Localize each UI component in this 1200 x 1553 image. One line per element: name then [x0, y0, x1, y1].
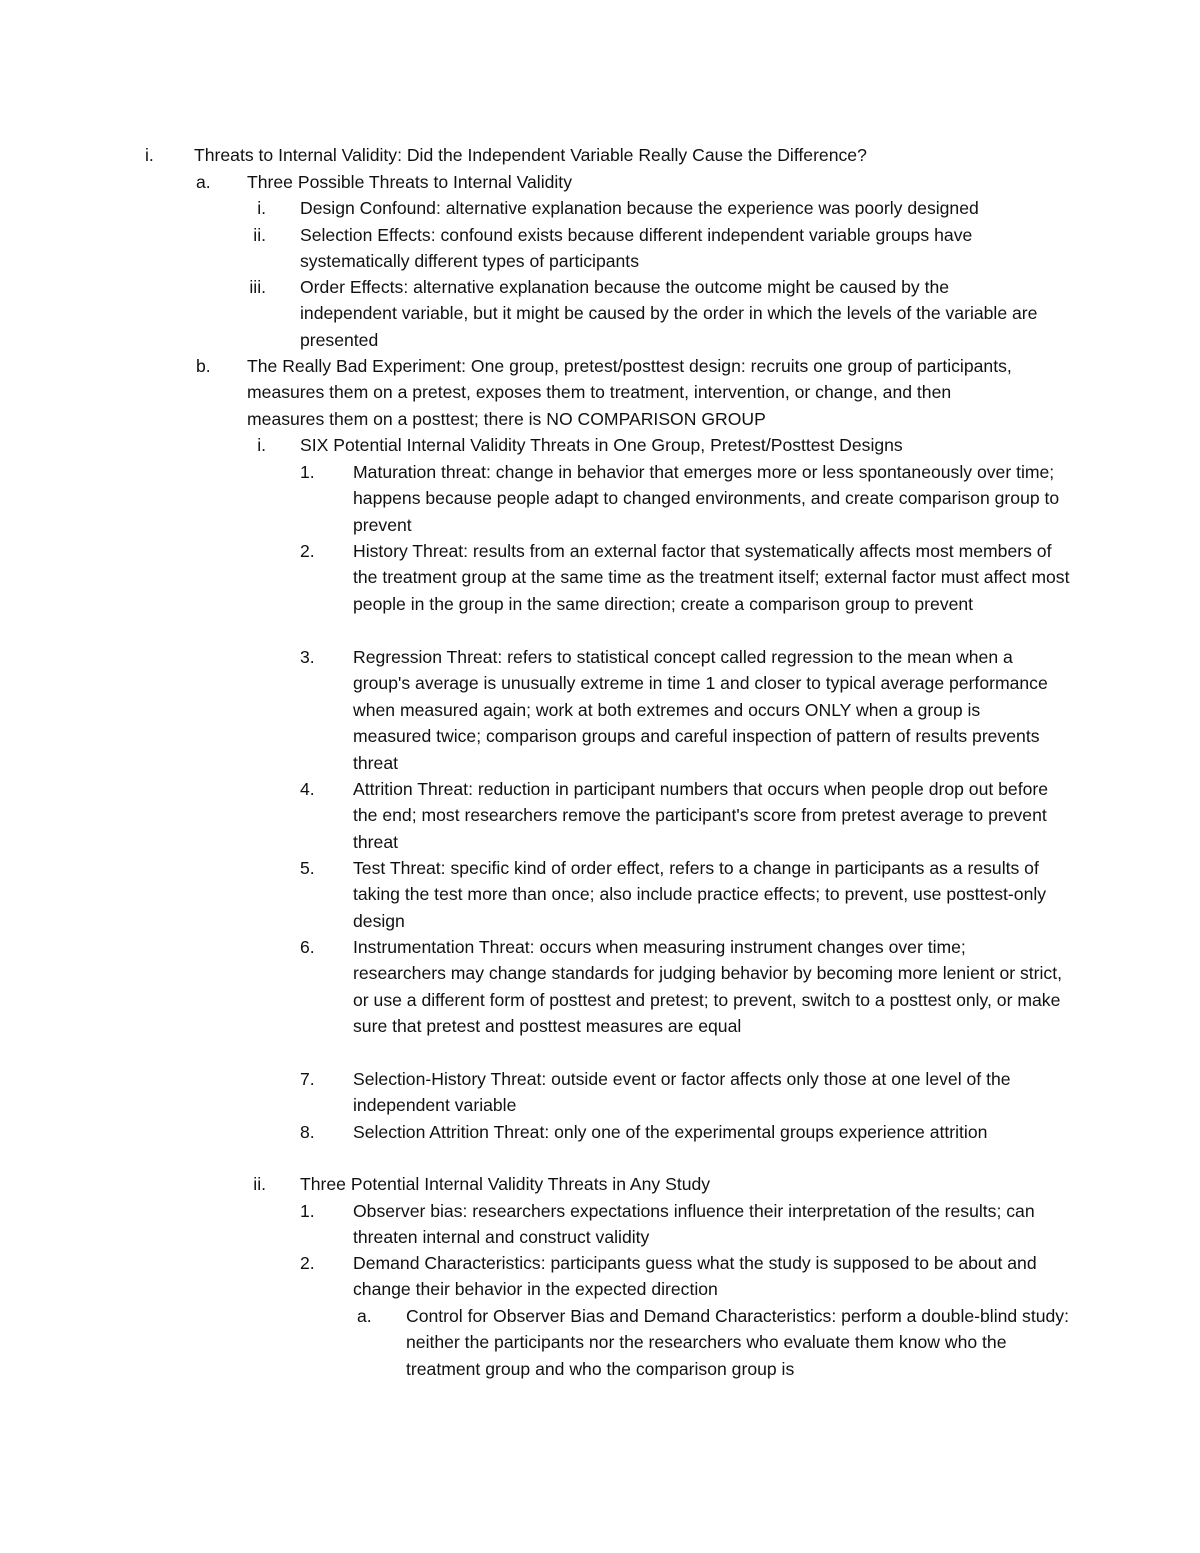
list-item-text: Order Effects: alternative explanation because the outcome might be caused by the independent variable, but it might be caused by the order in which the levels of the variable are presented — [300, 277, 1038, 350]
list-item-text: Test Threat: specific kind of order effect, refers to a change in participants as a results of taking the test more than once; also include practice effects; to prevent, use posttest-only design — [353, 858, 1047, 931]
list-item-text: Selection-History Threat: outside event or factor affects only those at one level of the independent variable — [353, 1069, 1011, 1116]
list-marker: iii. — [249, 277, 266, 297]
list-marker: i. — [145, 145, 154, 165]
list-marker: 6. — [300, 937, 315, 957]
list-marker: 5. — [300, 858, 315, 878]
list-marker: 1. — [300, 1201, 315, 1221]
list-marker: 1. — [300, 462, 315, 482]
list-item-text: Regression Threat: refers to statistical concept called regression to the mean when a group's average is unusually extreme in time 1 and closer to typical average performance when measured again; work at both extremes and occurs ONLY when a group is measured twice; comparison groups and careful inspection of pattern of results prevents threat — [353, 647, 1048, 773]
list-item-text: The Really Bad Experiment: One group, pretest/posttest design: recruits one group of participants, measures them on a pretest, exposes them to treatment, intervention, or change, and then measures them on a posttest; there is NO COMPARISON GROUP — [247, 356, 1012, 429]
list-marker: 3. — [300, 647, 315, 667]
list-marker: a. — [357, 1306, 372, 1326]
list-marker: 2. — [300, 541, 315, 561]
list-item-text: Three Possible Threats to Internal Validity — [247, 172, 572, 192]
list-item-text: Selection Attrition Threat: only one of the experimental groups experience attrition — [353, 1122, 988, 1142]
list-marker: 4. — [300, 779, 315, 799]
list-item-text: History Threat: results from an external factor that systematically affects most members of the treatment group at the same time as the treatment itself; external factor must affect most people in the group in the same direction; create a comparison group to prevent — [353, 541, 1070, 614]
list-marker: i. — [257, 435, 266, 455]
list-item-text: Demand Characteristics: participants guess what the study is supposed to be about and change their behavior in the expected direction — [353, 1253, 1037, 1300]
list-item-text: Attrition Threat: reduction in participant numbers that occurs when people drop out before the end; most researchers remove the participant's score from pretest average to prevent threat — [353, 779, 1049, 852]
list-marker: i. — [257, 198, 266, 218]
list-marker: 8. — [300, 1122, 315, 1142]
list-item-text: Observer bias: researchers expectations influence their interpretation of the results; can threaten internal and construct validity — [353, 1201, 1035, 1248]
list-item-text: Design Confound: alternative explanation because the experience was poorly designed — [300, 198, 979, 218]
list-marker: 2. — [300, 1253, 315, 1273]
list-item-text: Selection Effects: confound exists because different independent variable groups have systematically different types of participants — [300, 225, 973, 272]
list-item-text: Three Potential Internal Validity Threats in Any Study — [300, 1174, 711, 1194]
list-marker: 7. — [300, 1069, 315, 1089]
list-item-text: Threats to Internal Validity: Did the Independent Variable Really Cause the Difference? — [194, 145, 867, 165]
list-marker: ii. — [253, 1174, 266, 1194]
list-marker: ii. — [253, 225, 266, 245]
list-item-text: Maturation threat: change in behavior that emerges more or less spontaneously over time; happens because people adapt to changed environments, and create comparison group to prevent — [353, 462, 1060, 535]
list-marker: b. — [196, 356, 211, 376]
list-item-text: Instrumentation Threat: occurs when measuring instrument changes over time; researchers may change standards for judging behavior by becoming more lenient or strict, or use a different form of posttest and pretest; to prevent, switch to a posttest only, or make sure that pretest and posttest measures are equal — [353, 937, 1062, 1037]
list-marker: a. — [196, 172, 211, 192]
list-item-text: SIX Potential Internal Validity Threats in One Group, Pretest/Posttest Designs — [300, 435, 903, 455]
list-item-text: Control for Observer Bias and Demand Characteristics: perform a double-blind study: neither the participants nor the researchers who evaluate them know who the treatment group and who the comparison group is — [406, 1306, 1069, 1379]
